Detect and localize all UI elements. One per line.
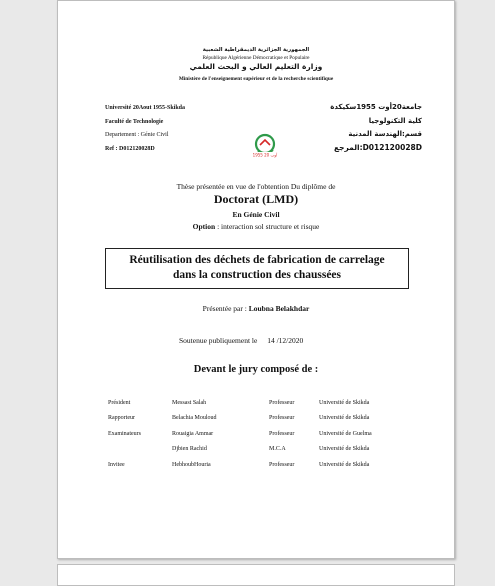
jury-role: Invitee [108,462,125,468]
thesis-title-line2: dans la construction des chaussées [172,269,342,281]
logo-text: 1955 أوت 20 [252,152,278,158]
jury-heading: Devant le jury composé de : [193,364,319,375]
next-page-edge [57,564,455,586]
jury-name: HebhoubHouria [172,462,211,468]
reference-ar: D012120028D:المرجع [333,143,422,152]
jury-row [58,400,454,410]
presented-by-line [58,304,454,313]
jury-institution: Université de Skikda [319,400,370,406]
option-value: : interaction sol structure et risque [215,222,320,231]
jury-rank: Professeur [269,462,295,468]
header-arabic-republic: الجمهورية الجزائرية الديمقراطية الشعبية [202,47,310,53]
document-page [57,0,455,559]
jury-institution: Université de Guelma [319,431,372,437]
university-name-ar: جامعة20أوت 1955سكيكدة [330,103,422,111]
defense-line [179,336,303,345]
university-logo-icon [250,131,280,161]
jury-name: Rouaigia Ammar [172,431,214,437]
thesis-intro: Thèse présentée en vue de l'obtention Du diplôme de [176,182,336,191]
header-arabic-ministry: وزارة التعليم العالي و البحث العلمي [189,62,323,71]
jury-rank: Professeur [269,431,295,437]
jury-row [58,446,454,456]
jury-name: Djbien Rachid [172,446,207,452]
thesis-title-box [105,248,409,289]
jury-rank: Professeur [269,415,295,421]
jury-institution: Université de Skikda [319,446,370,452]
jury-role: Rapporteur [108,415,135,421]
jury-institution: Université de Skikda [319,462,370,468]
jury-institution: Université de Skikda [319,415,370,421]
jury-role: Examinateurs [108,431,141,437]
jury-row [58,431,454,441]
thesis-title-line1: Réutilisation des déchets de fabrication de carrelage [129,254,385,266]
jury-name: Messast Salah [172,400,207,406]
option-label: Option [192,222,216,231]
author-name: Loubna Belakhdar [248,304,310,313]
university-name-fr: Université 20Aout 1955-Skikda [105,105,186,111]
defense-date: 14 /12/2020 [267,336,304,345]
faculty-name-ar: كلية التكنولوجيا [368,117,422,125]
reference-fr: Ref : D012120028D [105,146,155,152]
header-french-republic: République Algérienne Démocratique et Populaire [202,55,310,61]
jury-name: Belachia Mouloud [172,415,217,421]
header-french-ministry: Ministère de l'enseignement supérieur et de la recherche scientifique [178,76,334,82]
field-of-study: En Génie Civil [232,210,280,219]
faculty-name-fr: Faculté de Technologie [105,119,164,125]
defense-label: Soutenue publiquement le [179,336,258,345]
jury-rank: M.C.A [269,446,286,452]
degree-title: Doctorat (LMD) [213,192,299,206]
jury-row [58,462,454,472]
department-ar: قسم:الهندسة المدنية [348,130,422,138]
option-line [58,222,454,231]
jury-role: Président [108,400,131,406]
jury-rank: Professeur [269,400,295,406]
presented-label: Présentée par : [202,304,247,313]
department-fr: Departement : Génie Civil [105,132,169,138]
jury-row [58,415,454,425]
